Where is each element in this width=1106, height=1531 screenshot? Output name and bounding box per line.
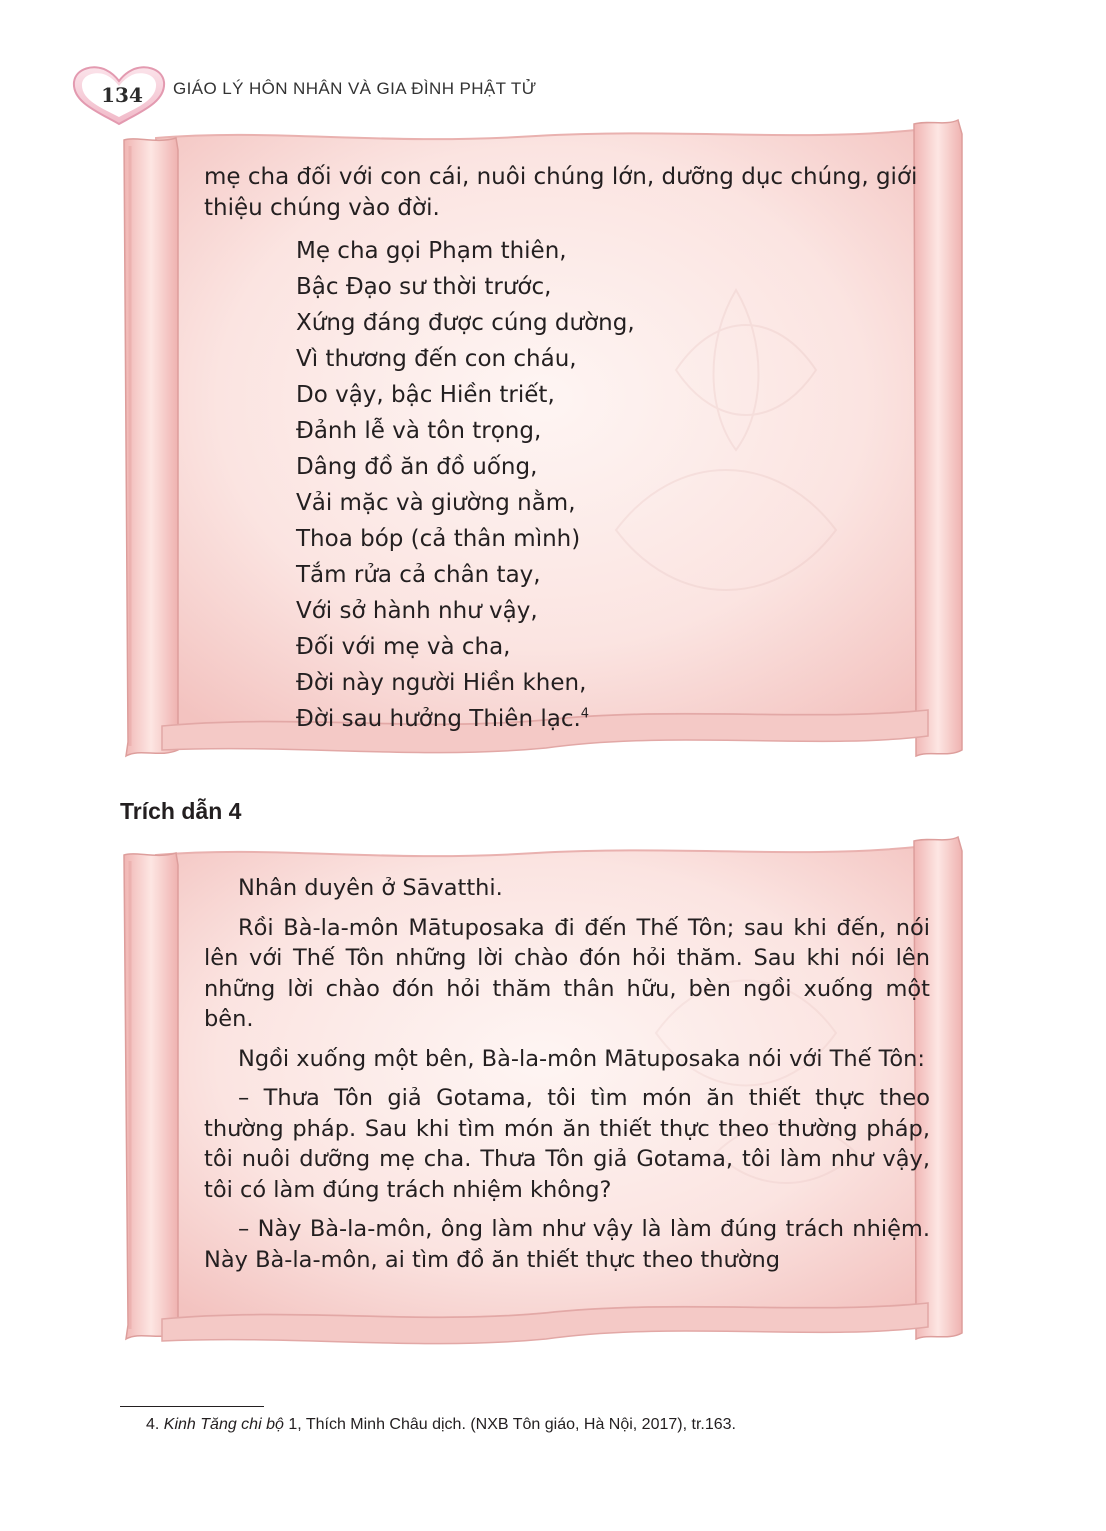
verse-line: Với sở hành như vậy, xyxy=(296,598,538,624)
verse-line: Bậc Đạo sư thời trước, xyxy=(296,274,552,300)
quote-paragraph: – Thưa Tôn giả Gotama, tôi tìm món ăn thiết thực theo thường pháp. Sau khi tìm món ăn thiết thực theo thường pháp, tôi nuôi dưỡng mẹ cha. Thưa Tôn giả Gotama, tôi làm như vậy, tôi có làm đúng trách nhiệm không? xyxy=(204,1085,930,1203)
verse-line-last xyxy=(296,701,944,737)
intro-paragraph: mẹ cha đối với con cái, nuôi chúng lớn, dưỡng dục chúng, giới thiệu chúng vào đời. xyxy=(204,164,918,221)
verse-line: Vải mặc và giường nằm, xyxy=(296,490,576,516)
scroll-panel-quote xyxy=(116,833,978,1355)
footnote xyxy=(146,1416,736,1434)
verse-line: Xứng đáng được cúng dường, xyxy=(296,310,635,336)
verse-list xyxy=(296,233,944,737)
verse-line: Đảnh lễ và tôn trọng, xyxy=(296,418,542,444)
quote-paragraph: – Này Bà-la-môn, ông làm như vậy là làm đúng trách nhiệm. Này Bà-la-môn, ai tìm đồ ăn thiết thực theo thường xyxy=(204,1216,930,1273)
verse-line: Dâng đồ ăn đồ uống, xyxy=(296,454,538,480)
quote-paragraph: Rồi Bà-la-môn Mātuposaka đi đến Thế Tôn; sau khi đến, nói lên với Thế Tôn những lời chào đón hỏi thăm. Sau khi nói lên những lời chào đón hỏi thăm thân hữu, bèn ngồi xuống một bên. xyxy=(204,914,930,1032)
page-number: 134 xyxy=(101,83,143,107)
verse-line-text: Đời sau hưởng Thiên lạc. xyxy=(296,706,581,732)
verse-line: Vì thương đến con cháu, xyxy=(296,346,577,372)
quote-paragraph: Ngồi xuống một bên, Bà-la-môn Mātuposaka nói với Thế Tôn: xyxy=(238,1045,925,1072)
verse-content xyxy=(204,162,944,737)
quote-content xyxy=(204,873,930,1284)
verse-line: Do vậy, bậc Hiền triết, xyxy=(296,382,555,408)
footnote-number: 4. xyxy=(146,1416,160,1433)
running-title: GIÁO LÝ HÔN NHÂN VÀ GIA ĐÌNH PHẬT TỬ xyxy=(173,79,537,98)
verse-line: Thoa bóp (cả thân mình) xyxy=(296,526,581,552)
verse-line: Đời này người Hiền khen, xyxy=(296,670,587,696)
section-heading: Trích dẫn 4 xyxy=(120,798,242,824)
footnote-divider xyxy=(120,1406,264,1407)
quote-paragraph: Nhân duyên ở Sāvatthi. xyxy=(238,875,503,901)
footnote-source-title: Kinh Tăng chi bộ xyxy=(163,1416,284,1433)
footnote-source-details: 1, Thích Minh Châu dịch. (NXB Tôn giáo, Hà Nội, 2017), tr.163. xyxy=(283,1416,736,1433)
footnote-reference[interactable]: 4 xyxy=(580,706,590,722)
verse-line: Tắm rửa cả chân tay, xyxy=(296,562,541,588)
verse-line: Mẹ cha gọi Phạm thiên, xyxy=(296,238,567,264)
verse-line: Đối với mẹ và cha, xyxy=(296,634,511,660)
scroll-panel-verse xyxy=(116,110,978,778)
